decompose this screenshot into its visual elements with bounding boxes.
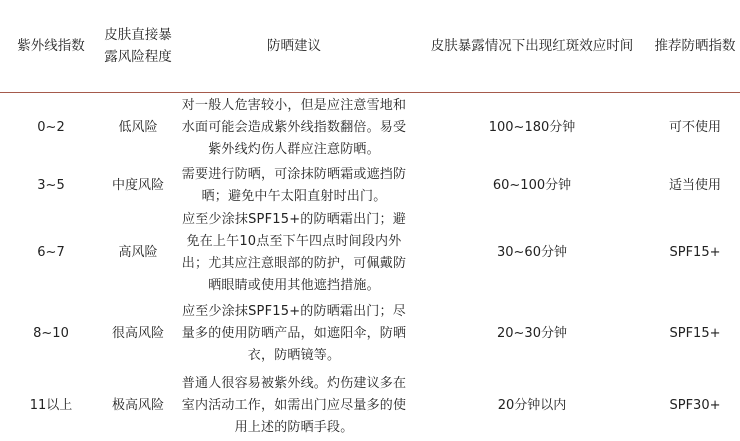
table-row	[0, 92, 740, 163]
cell-spf: SPF15+	[669, 325, 721, 341]
cell-spf: 适当使用	[668, 177, 721, 193]
cell-uv-index: 6~7	[37, 244, 65, 260]
header-recommended-spf: 推荐防晒指数	[650, 0, 740, 92]
cell-risk-level: 很高风险	[111, 325, 164, 341]
cell-risk-level: 低风险	[118, 119, 158, 135]
cell-advice: 对一般人危害较小，但是应注意雪地和水面可能会造成紫外线指数翻倍。易受紫外线灼伤人群应注意防晒。	[181, 97, 407, 157]
cell-risk-level: 极高风险	[111, 397, 164, 413]
cell-spf: SPF30+	[669, 397, 721, 413]
cell-uv-index: 0~2	[37, 119, 65, 135]
cell-uv-index: 3~5	[37, 177, 65, 193]
cell-uv-index: 11以上	[29, 397, 73, 413]
cell-risk-level: 高风险	[118, 244, 158, 260]
header-uv-index: 紫外线指数	[0, 0, 102, 92]
cell-erythema-time: 20分钟以内	[497, 397, 567, 413]
table-row	[0, 371, 740, 441]
cell-advice: 应至少涂抹SPF15+的防晒霜出门；避免在上午10点至下午四点时间段内外出；尤其应注意眼部的防护，可佩戴防晒眼睛或使用其他遮挡措施。	[181, 211, 407, 293]
cell-advice: 普通人很容易被紫外线。灼伤建议多在室内活动工作，如需出门应尽量多的使用上述的防晒手段。	[181, 375, 407, 435]
header-row	[0, 0, 740, 92]
cell-advice: 应至少涂抹SPF15+的防晒霜出门；尽量多的使用防晒产品，如遮阳伞，防晒衣，防晒镜等。	[181, 303, 407, 363]
header-sun-protection-advice: 防晒建议	[174, 0, 414, 92]
cell-erythema-time: 30~60分钟	[497, 244, 567, 260]
cell-uv-index: 8~10	[33, 325, 69, 341]
header-risk-level: 皮肤直接暴露风险程度	[102, 0, 174, 92]
cell-erythema-time: 100~180分钟	[488, 119, 576, 135]
table-header	[0, 0, 740, 92]
cell-risk-level: 中度风险	[111, 177, 164, 193]
cell-advice: 需要进行防晒，可涂抹防晒霜或遮挡防晒；避免中午太阳直射时出门。	[181, 166, 407, 204]
table-row	[0, 163, 740, 209]
table-row	[0, 297, 740, 371]
cell-erythema-time: 60~100分钟	[492, 177, 572, 193]
cell-spf: SPF15+	[669, 244, 721, 260]
table-body	[0, 92, 740, 441]
cell-erythema-time: 20~30分钟	[497, 325, 567, 341]
table-row	[0, 209, 740, 297]
cell-spf: 可不使用	[668, 119, 721, 135]
header-erythema-time: 皮肤暴露情况下出现红斑效应时间	[414, 0, 650, 92]
